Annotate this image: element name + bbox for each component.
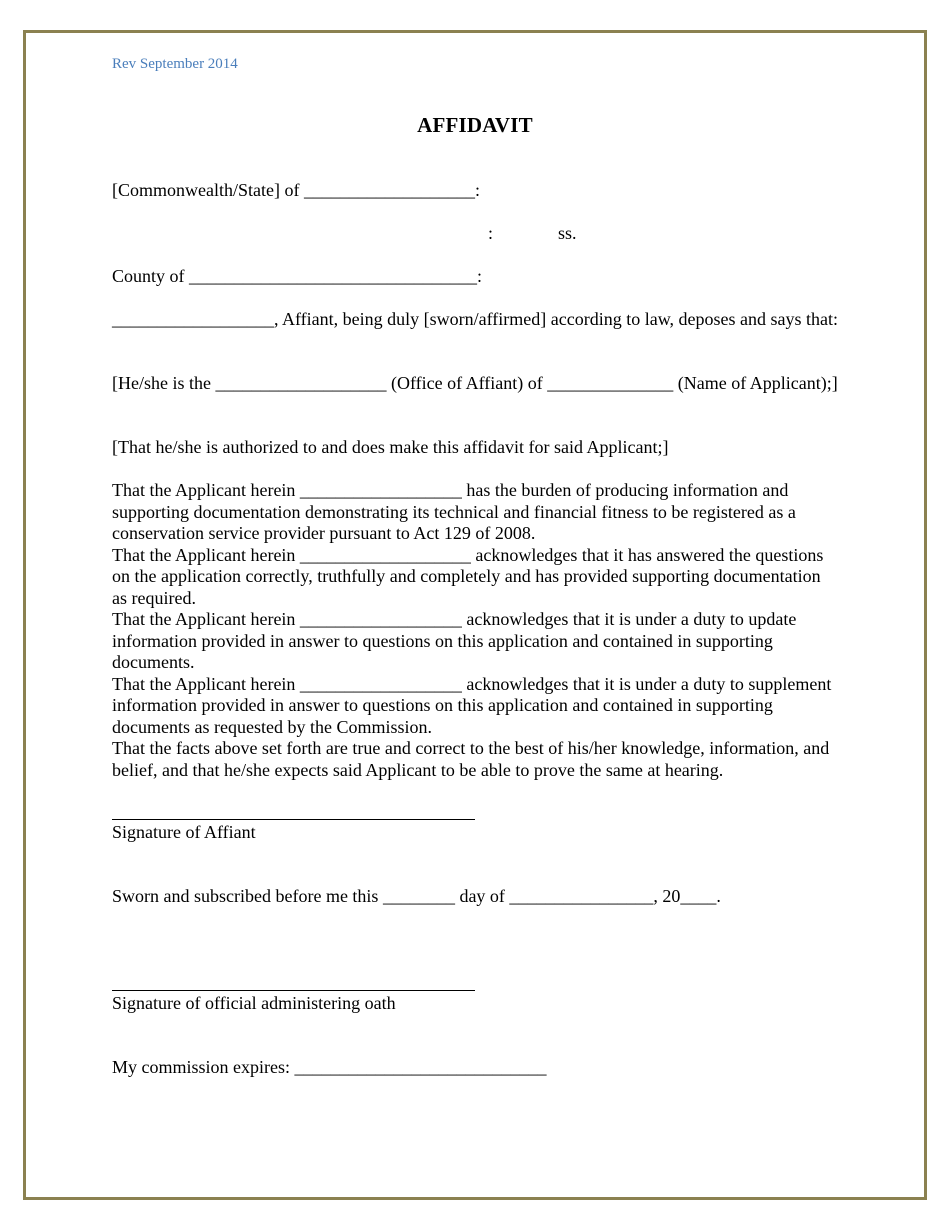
official-signature-line	[112, 990, 475, 991]
affiant-signature-line	[112, 819, 475, 820]
county-venue-line: County of ________________________________:	[112, 266, 483, 286]
office-statement	[112, 373, 840, 395]
office-statement-text: [He/she is the ___________________ (Office of Affiant) of ______________ (Name of Applicant);]	[112, 373, 838, 393]
affiant-intro	[112, 309, 840, 331]
clause-duty-supplement: That the Applicant herein __________________ acknowledges that it is under a duty to supplement information provided in answer to questions on this application and contained in supporting documents as requested by the Commission.	[112, 673, 832, 737]
state-venue-line: [Commonwealth/State] of ___________________:	[112, 180, 480, 200]
clause-answered: That the Applicant herein ___________________ acknowledges that it has answered the questions on the application correctly, truthfully and completely and has provided supporting documentation as required.	[112, 544, 824, 608]
revision-date: Rev September 2014	[112, 56, 238, 72]
authorization-statement-text: [That he/she is authorized to and does make this affidavit for said Applicant;]	[112, 437, 669, 457]
clause-duty-update: That the Applicant herein __________________ acknowledges that it is under a duty to update information provided in answer to questions on this application and contained in supporting documents.	[112, 609, 797, 672]
affiant-signature-label: Signature of Affiant	[112, 822, 256, 842]
official-signature-label: Signature of official administering oath	[112, 993, 396, 1013]
clause-facts-true: That the facts above set forth are true and correct to the best of his/her knowledge, information, and belief, and that he/she expects said Applicant to be able to prove the same at hearing.	[112, 738, 830, 780]
clauses-block	[112, 480, 840, 781]
commission-expires-line: My commission expires: ____________________________	[112, 1057, 547, 1077]
sworn-subscribed-line: Sworn and subscribed before me this ________ day of ________________, 20____.	[112, 886, 721, 906]
ss-label: ss.	[558, 223, 577, 243]
ss-colon: :	[488, 223, 494, 243]
document-title: AFFIDAVIT	[417, 113, 533, 137]
authorization-statement	[112, 437, 840, 459]
affiant-intro-text: __________________, Affiant, being duly [sworn/affirmed] according to law, deposes and says that:	[112, 309, 839, 329]
clause-burden: That the Applicant herein __________________ has the burden of producing information and supporting documentation demonstrating its technical and financial fitness to be registered as a conservation service provider pursuant to Act 129 of 2008.	[112, 480, 796, 543]
